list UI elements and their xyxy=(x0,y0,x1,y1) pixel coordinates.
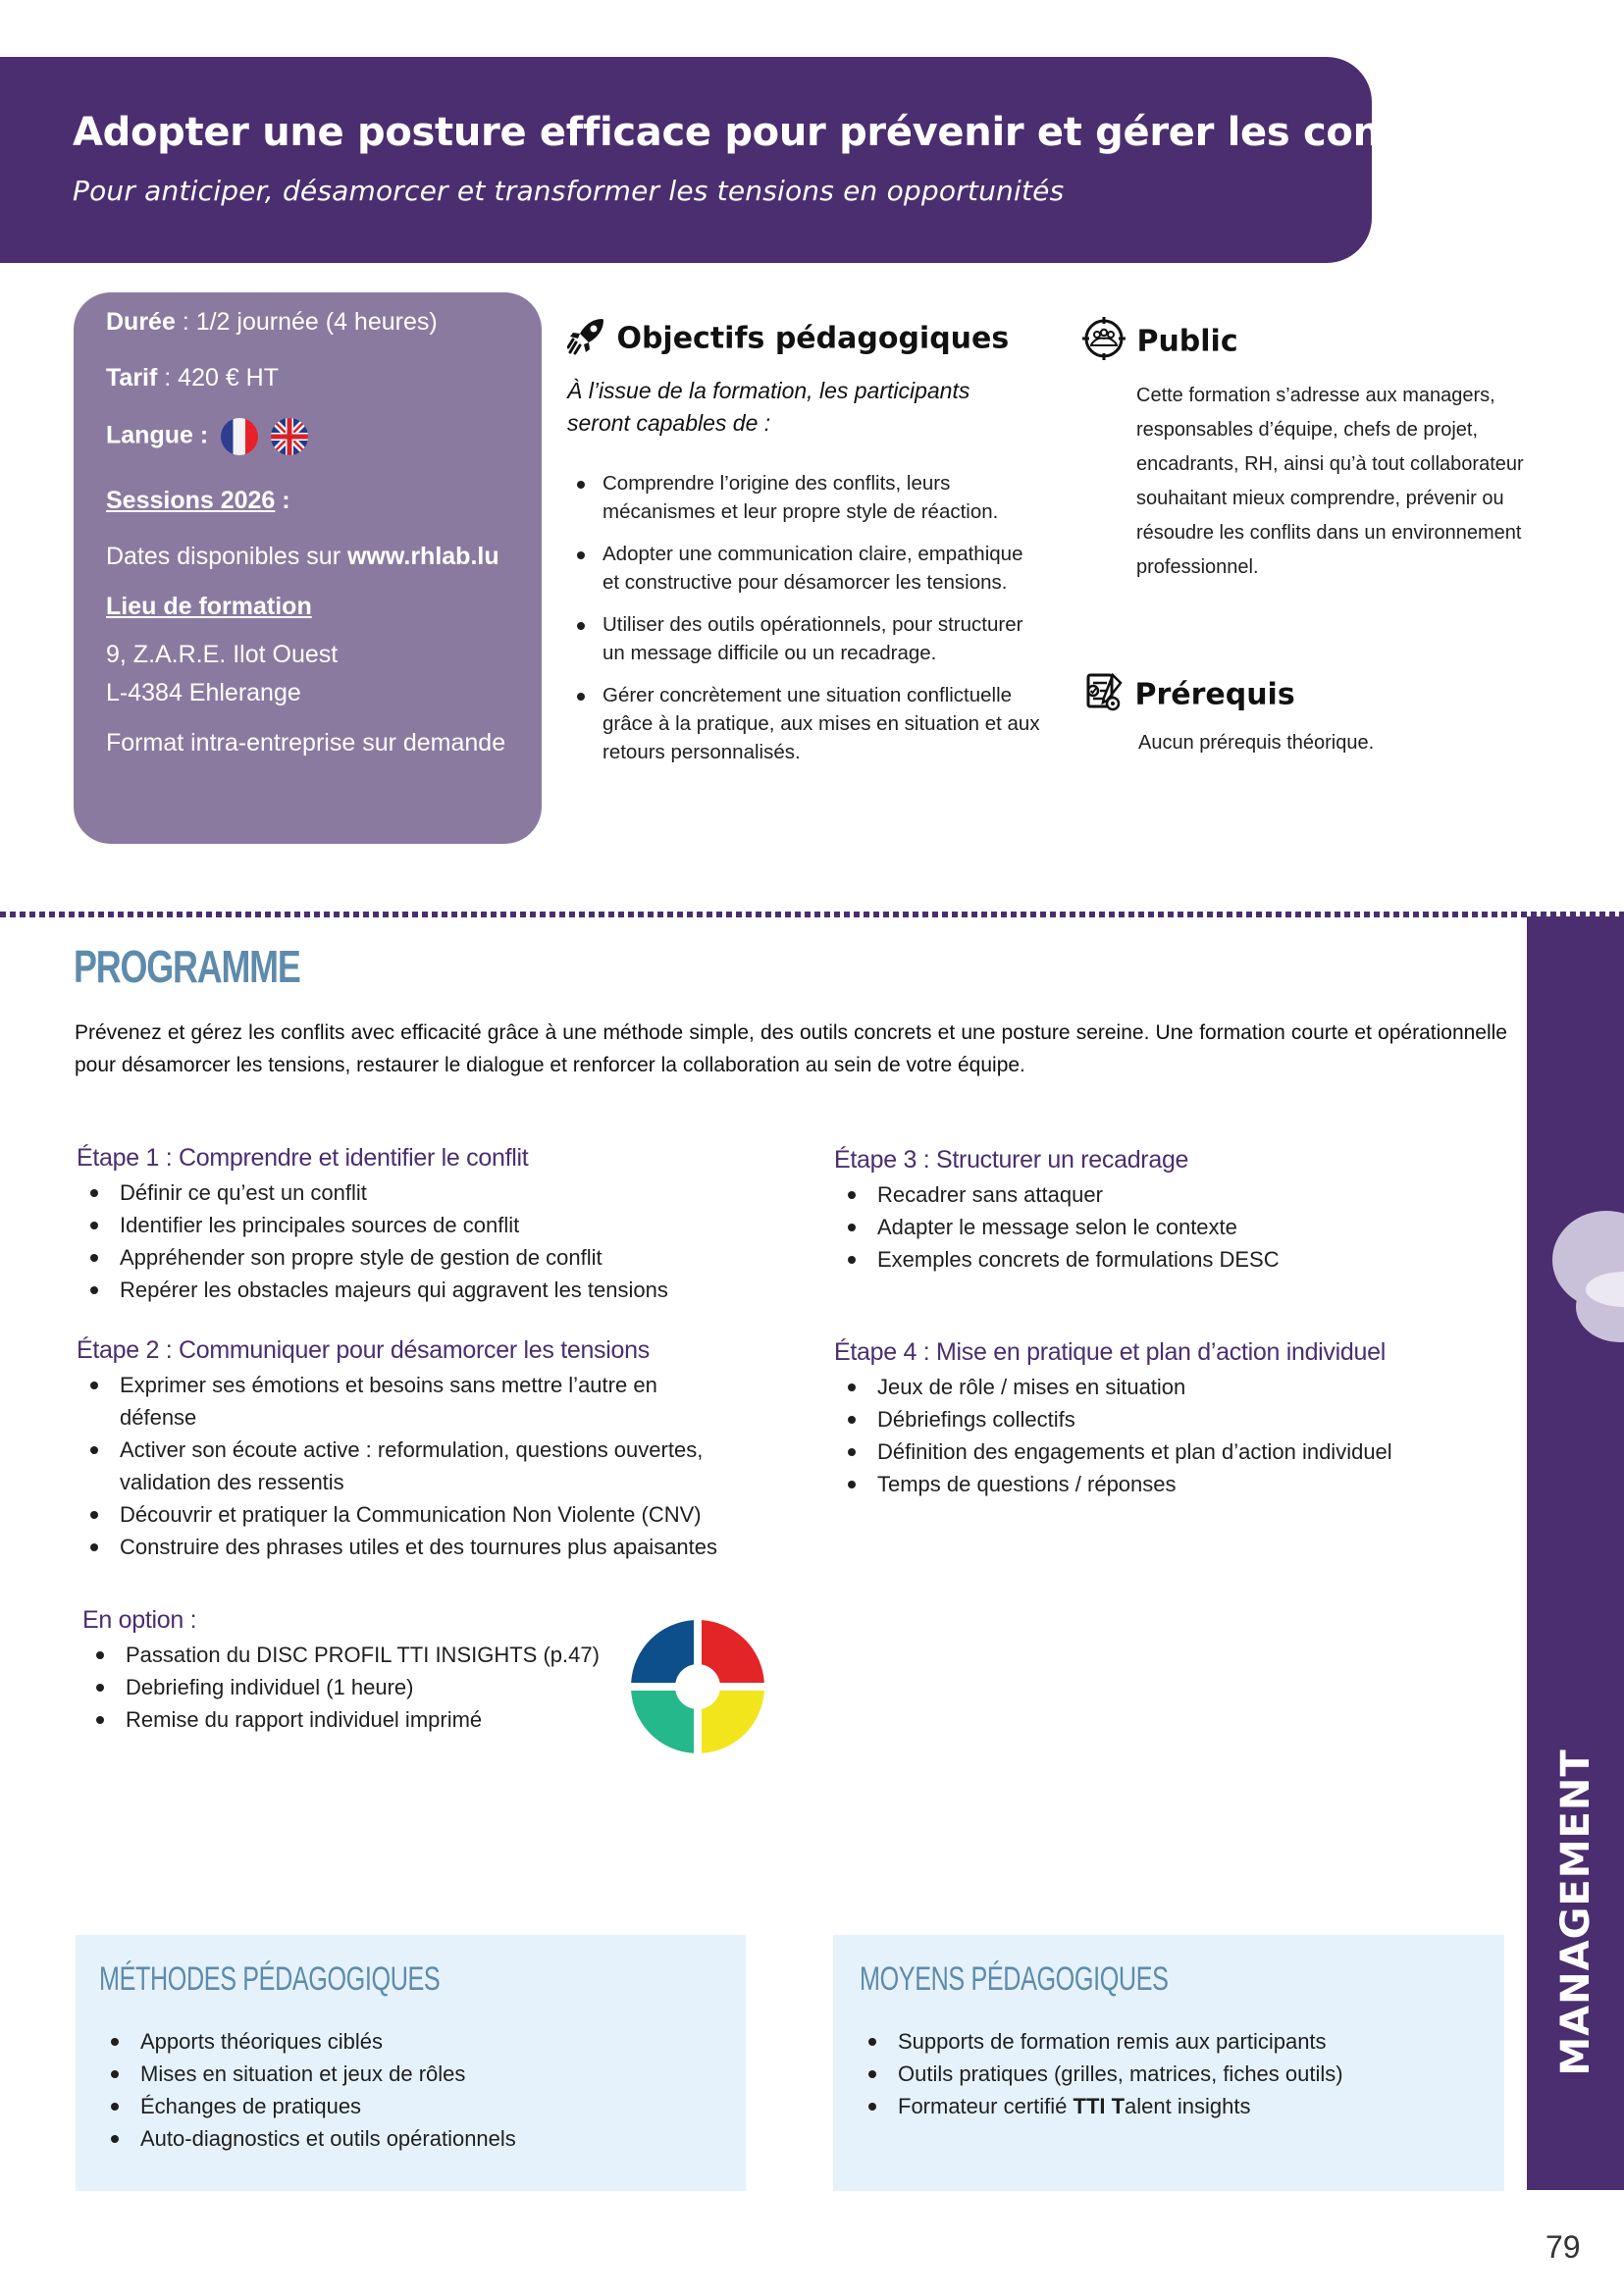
prerequis-text: Aucun prérequis théorique. xyxy=(1138,732,1375,754)
objective-item: Comprendre l’origine des conflits, leurs mécanismes et leur propre style de réaction. xyxy=(567,469,1040,526)
step-title: Étape 4 : Mise en pratique et plan d’action individuel xyxy=(834,1338,1386,1366)
step-title: Étape 1 : Comprendre et identifier le conflit xyxy=(77,1144,529,1172)
lieu-label: Lieu de formation xyxy=(106,593,312,620)
page-number: 79 xyxy=(1545,2229,1581,2265)
dotted-separator xyxy=(0,912,1624,917)
lieu-row xyxy=(106,593,312,621)
rocket-icon xyxy=(567,316,606,363)
title-banner xyxy=(0,57,1466,263)
moyens-item: Formateur certifié TTI Talent insights xyxy=(855,2090,1483,2122)
step-item: Repérer les obstacles majeurs qui aggravent les tensions xyxy=(77,1274,763,1306)
programme-heading: PROGRAMME xyxy=(74,941,300,992)
step-item: Débriefings collectifs xyxy=(834,1403,1501,1435)
audience-target-icon xyxy=(1081,316,1126,369)
moyens-item: Outils pratiques (grilles, matrices, fiches outils) xyxy=(855,2058,1483,2090)
step-3 xyxy=(834,1146,1501,1276)
disc-quadrant-blue xyxy=(631,1620,694,1683)
step-item: Identifier les principales sources de conflit xyxy=(77,1209,763,1241)
langue-label: Langue : xyxy=(106,421,209,449)
step-item: Adapter le message selon le contexte xyxy=(834,1211,1501,1243)
duree-row xyxy=(106,308,438,337)
step-item: Temps de questions / réponses xyxy=(834,1468,1501,1500)
dates-prefix: Dates disponibles sur xyxy=(106,543,347,570)
methodes-box xyxy=(76,1935,746,2191)
step-item: Activer son écoute active : reformulation, questions ouvertes, validation des ressentis xyxy=(77,1434,724,1498)
moyens-title: MOYENS PÉDAGOGIQUES xyxy=(860,1960,1169,1998)
duree-label: Durée xyxy=(106,308,176,336)
public-section xyxy=(1081,316,1533,585)
option-title: En option : xyxy=(82,1606,197,1634)
option-item: Passation du DISC PROFIL TTI INSIGHTS (p.47) xyxy=(82,1639,632,1671)
sessions-label: Sessions 2026 xyxy=(106,487,276,514)
step-1 xyxy=(77,1144,763,1306)
category-sidebar xyxy=(1527,916,1624,2190)
step-list xyxy=(77,1176,763,1306)
disc-quadrant-green xyxy=(631,1691,694,1753)
step-item: Définir ce qu’est un conflit xyxy=(77,1176,763,1209)
address-line-1: 9, Z.A.R.E. Ilot Ouest xyxy=(106,641,339,668)
objectives-heading xyxy=(567,316,1058,363)
methodes-item: Auto-diagnostics et outils opérationnels xyxy=(97,2122,725,2155)
objective-item: Adopter une communication claire, empathique et constructive pour désamorcer les tensions. xyxy=(567,540,1040,597)
step-list xyxy=(834,1178,1501,1276)
step-item: Jeux de rôle / mises en situation xyxy=(834,1371,1501,1403)
programme-intro: Prévenez et gérez les conflits avec efficacité grâce à une méthode simple, des outils concrets et une posture sereine. Une formation courte et opérationnelle pour désamorcer les tensions, restaurer le dialogue et renforcer la collaboration au sein de votre équipe. xyxy=(75,1021,1507,1076)
public-text: Cette formation s’adresse aux managers, responsables d’équipe, chefs de projet, encadrants, RH, ainsi qu’à tout collaborateur souhaitant mieux comprendre, prévenir ou résoudre les conflits dans un environnement professionnel. xyxy=(1136,385,1524,578)
uk-flag-icon xyxy=(271,418,308,455)
tti-brand: TTI T xyxy=(1073,2094,1126,2118)
public-heading xyxy=(1081,316,1533,369)
step-4 xyxy=(834,1338,1501,1500)
objective-item: Gérer concrètement une situation conflictuelle grâce à la pratique, aux mises en situation et aux retours personnalisés. xyxy=(567,681,1040,766)
option-list xyxy=(82,1639,632,1736)
disc-quadrant-yellow xyxy=(702,1691,764,1753)
step-item: Exemples concrets de formulations DESC xyxy=(834,1243,1501,1276)
website-link[interactable]: www.rhlab.lu xyxy=(346,543,499,570)
objectives-title: Objectifs pédagogiques xyxy=(616,321,1010,356)
fr-flag-icon xyxy=(221,418,258,455)
step-item: Appréhender son propre style de gestion de conflit xyxy=(77,1241,763,1274)
option-item: Debriefing individuel (1 heure) xyxy=(82,1671,632,1703)
category-label: MANAGEMENT xyxy=(1553,1748,1598,2076)
step-item: Exprimer ses émotions et besoins sans mettre l’autre en défense xyxy=(77,1369,724,1434)
prerequis-section xyxy=(1083,671,1535,760)
page-title: Adopter une posture efficace pour prévenir et gérer les conflits xyxy=(73,110,1466,155)
info-box xyxy=(74,292,542,844)
moyens-box xyxy=(833,1935,1504,2191)
objectives-section xyxy=(567,316,1058,780)
sessions-suffix: : xyxy=(275,487,290,514)
tarif-label: Tarif xyxy=(106,364,158,391)
step-item: Recadrer sans attaquer xyxy=(834,1178,1501,1211)
public-title: Public xyxy=(1136,324,1238,359)
methodes-item: Apports théoriques ciblés xyxy=(97,2025,725,2058)
disc-wheel-icon xyxy=(628,1617,767,1756)
duree-value: : 1/2 journée (4 heures) xyxy=(175,308,438,336)
tarif-row xyxy=(106,364,279,392)
objective-item: Utiliser des outils opérationnels, pour structurer un message difficile ou un recadrage. xyxy=(567,610,1040,667)
methodes-item: Mises en situation et jeux de rôles xyxy=(97,2058,725,2090)
moyens-item: Supports de formation remis aux participants xyxy=(855,2025,1483,2058)
methodes-title: MÉTHODES PÉDAGOGIQUES xyxy=(99,1960,441,1998)
tarif-value: : 420 € HT xyxy=(157,364,279,391)
checklist-document-icon xyxy=(1083,671,1125,720)
disc-quadrant-red xyxy=(702,1620,764,1683)
address-line-2: L-4384 Ehlerange xyxy=(106,679,301,706)
step-item: Définition des engagements et plan d’action individuel xyxy=(834,1435,1501,1468)
step-list xyxy=(834,1371,1501,1500)
objectives-list xyxy=(567,469,1040,766)
step-list xyxy=(77,1369,724,1563)
step-item: Découvrir et pratiquer la Communication Non Violente (CNV) xyxy=(77,1498,724,1531)
step-title: Étape 3 : Structurer un recadrage xyxy=(834,1146,1189,1174)
dates-row xyxy=(106,543,499,571)
step-item: Construire des phrases utiles et des tournures plus apaisantes xyxy=(77,1531,724,1563)
moyens-list xyxy=(855,2025,1483,2122)
prerequis-heading xyxy=(1083,671,1535,720)
format-text: Format intra-entreprise sur demande xyxy=(106,729,506,757)
page-subtitle: Pour anticiper, désamorcer et transformer les tensions en opportunités xyxy=(73,175,1065,207)
methodes-list xyxy=(97,2025,725,2155)
prerequis-title: Prérequis xyxy=(1134,677,1295,712)
step-title: Étape 2 : Communiquer pour désamorcer les tensions xyxy=(77,1336,650,1364)
langue-row xyxy=(106,418,308,455)
sessions-row xyxy=(106,487,290,515)
option-item: Remise du rapport individuel imprimé xyxy=(82,1703,632,1736)
step-2 xyxy=(77,1336,724,1563)
objectives-intro: À l’issue de la formation, les participants seront capables de : xyxy=(567,378,970,436)
option-section xyxy=(82,1606,632,1736)
methodes-item: Échanges de pratiques xyxy=(97,2090,725,2122)
